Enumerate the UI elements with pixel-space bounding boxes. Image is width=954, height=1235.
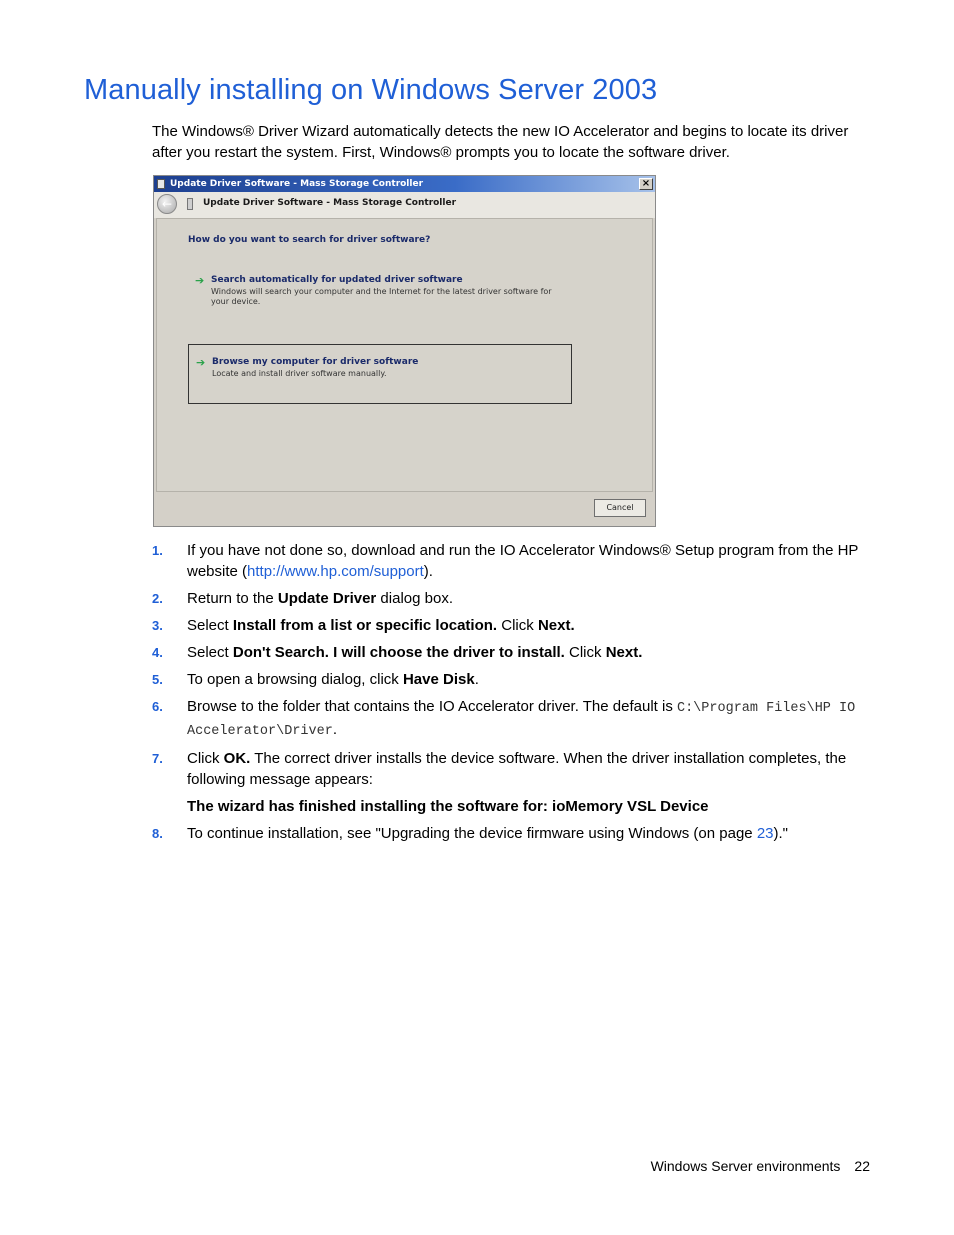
- dialog-content: [156, 218, 653, 492]
- step-text: To open a browsing dialog, click: [187, 671, 403, 688]
- installation-steps: [152, 540, 874, 850]
- update-driver-dialog-screenshot: [153, 175, 656, 527]
- back-arrow-icon[interactable]: ←: [157, 194, 177, 214]
- dialog-titlebar: [154, 176, 655, 192]
- step-text: dialog box.: [376, 590, 453, 607]
- step-number: 8.: [152, 826, 163, 841]
- option-title: Search automatically for updated driver software: [211, 275, 463, 285]
- step-number: 1.: [152, 543, 163, 558]
- step-bold: Have Disk: [402, 671, 475, 688]
- page-footer: [651, 1158, 870, 1174]
- default-driver-path: C:\Program Files\HP IO Accelerator\Driver: [187, 701, 856, 739]
- option-description: Locate and install driver software manually.: [212, 369, 387, 378]
- step-text: Browse to the folder that contains the IO Accelerator driver. The default is: [187, 698, 677, 715]
- close-button[interactable]: ×: [639, 178, 653, 190]
- step-number: 6.: [152, 699, 163, 714]
- device-icon: [187, 198, 193, 210]
- footer-page-number: 22: [854, 1158, 870, 1174]
- dialog-header: [154, 192, 655, 218]
- intro-paragraph: The Windows® Driver Wizard automatically detects the new IO Accelerator and begins to locate its driver after you restart the system. First, Windows® prompts you to locate the software driver.: [152, 123, 849, 161]
- step-text: To continue installation, see "Upgrading the device firmware using Windows (on page: [187, 825, 757, 842]
- dialog-window-title: Update Driver Software - Mass Storage Controller: [170, 179, 424, 189]
- page-23-link[interactable]: 23: [756, 825, 774, 842]
- step-bold: Don't Search. I will choose the driver to install.: [232, 644, 565, 661]
- green-arrow-icon: ➔: [195, 274, 205, 287]
- step-bold: OK.: [223, 750, 251, 767]
- step-item: [152, 642, 874, 663]
- step-bold: Update Driver: [277, 590, 377, 607]
- step-text: Click: [497, 617, 538, 634]
- step-number: 3.: [152, 618, 163, 633]
- step-text: Click: [564, 644, 606, 661]
- step-text: Select: [187, 617, 233, 634]
- step-text: The correct driver installs the device software. When the driver installation completes, the following message appears:: [187, 750, 847, 788]
- step-item: [152, 748, 874, 790]
- step-bold: Install from a list or specific location.: [232, 617, 498, 634]
- step-item: [152, 588, 874, 609]
- page-title: Manually installing on Windows Server 2003: [84, 74, 658, 106]
- step-text: Click: [187, 750, 224, 767]
- step-number: 4.: [152, 645, 163, 660]
- step-bold: Next.: [537, 617, 575, 634]
- option-description: Windows will search your computer and the Internet for the latest driver software for your device.: [211, 287, 552, 306]
- step-text: If you have not done so, download and run the IO Accelerator Windows® Setup program from the HP website (: [187, 542, 859, 580]
- app-icon: [157, 179, 165, 189]
- step-text: Select: [187, 644, 233, 661]
- cancel-button[interactable]: Cancel: [594, 499, 646, 517]
- search-automatically-option[interactable]: [188, 275, 572, 315]
- step-text: .: [474, 671, 479, 688]
- option-title: Browse my computer for driver software: [212, 357, 419, 367]
- dialog-subtitle: Update Driver Software - Mass Storage Controller: [203, 198, 457, 208]
- step-text: Return to the: [187, 590, 278, 607]
- step-item: [152, 696, 874, 742]
- step-bold: Next.: [605, 644, 643, 661]
- green-arrow-icon: ➔: [196, 356, 206, 369]
- dialog-question: How do you want to search for driver software?: [188, 235, 431, 245]
- step-text: ).: [423, 563, 433, 580]
- step-text: .: [332, 721, 337, 738]
- step-number: 2.: [152, 591, 163, 606]
- browse-computer-option[interactable]: [188, 344, 572, 404]
- step-item: [152, 615, 874, 636]
- step-text: ).": [773, 825, 788, 842]
- step-item: [152, 823, 874, 844]
- footer-section-title: Windows Server environments: [650, 1158, 841, 1174]
- step-item: [152, 669, 874, 690]
- step-number: 7.: [152, 751, 163, 766]
- step-item: [152, 540, 874, 582]
- wizard-finished-message: The wizard has finished installing the software for: ioMemory VSL Device: [187, 798, 709, 815]
- step-number: 5.: [152, 672, 163, 687]
- hp-support-link[interactable]: http://www.hp.com/support: [247, 563, 424, 580]
